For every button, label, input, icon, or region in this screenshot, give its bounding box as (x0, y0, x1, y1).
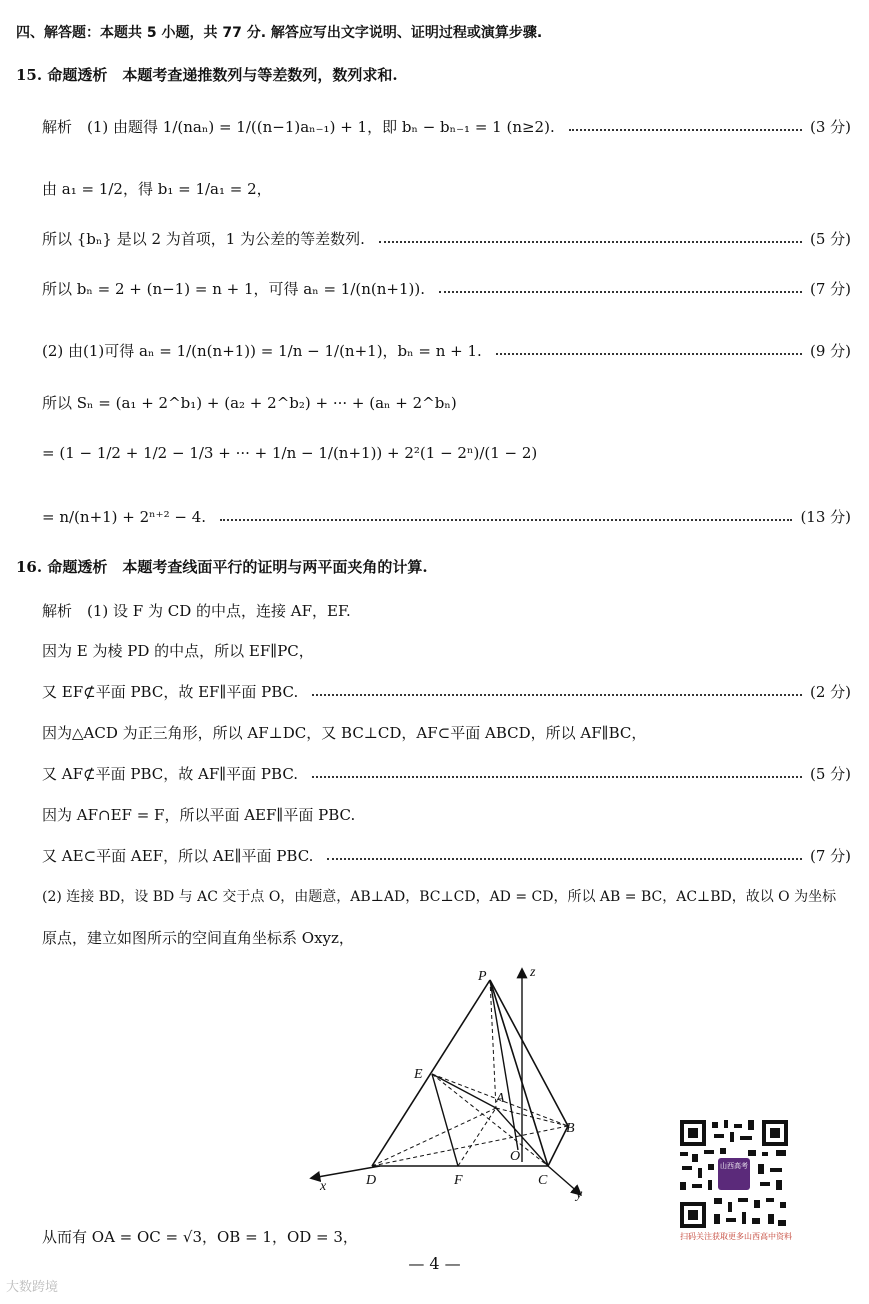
label-A: A (496, 1091, 505, 1106)
q16-line-6: 因为 AF∩EF = F，所以平面 AEF∥平面 PBC. (42, 806, 356, 824)
q15-line-2: 由 a₁ = 1/2，得 b₁ = 1/a₁ = 2， (42, 180, 272, 198)
label-B: B (566, 1121, 575, 1136)
pyramid-figure (300, 962, 600, 1202)
watermark: 大数跨境 (6, 1280, 59, 1295)
qr-code-icon (678, 1118, 790, 1230)
q16-line-3-points: (2 分) (809, 683, 851, 701)
edge-CB (548, 1126, 568, 1166)
q16-line-1: 解析 (1) 设 F 为 CD 的中点，连接 AF，EF. (42, 602, 351, 620)
q15-line-5-text: (2) 由(1)可得 aₙ = 1/(n(n+1)) = 1/n − 1/(n+1)，bₙ = n + 1. (42, 342, 482, 360)
q16-title: 16. 命题透析 本题考查线面平行的证明与两平面夹角的计算. (16, 558, 428, 576)
q15-line-3 (42, 228, 851, 249)
q15-title: 15. 命题透析 本题考查递推数列与等差数列，数列求和. (16, 66, 398, 84)
section-header: 四、解答题：本题共 5 小题，共 77 分. 解答应写出文字说明、证明过程或演算步骤. (16, 25, 543, 41)
q15-line-1-points: (3 分) (809, 118, 851, 136)
q15-line-4-text: 所以 bₙ = 2 + (n−1) = n + 1，可得 aₙ = 1/(n(n+1)). (42, 280, 426, 298)
q16-line-5-text: 又 AF⊄平面 PBC，故 AF∥平面 PBC. (42, 765, 299, 783)
label-F: F (454, 1173, 463, 1188)
label-y: y (576, 1187, 583, 1202)
q16-line-7-text: 又 AE⊂平面 AEF，所以 AE∥平面 PBC. (42, 847, 314, 865)
q15-line-4-points: (7 分) (809, 280, 851, 298)
q15-line-1 (42, 116, 851, 137)
q15-line-3-text: 所以 {bₙ} 是以 2 为首项，1 为公差的等差数列. (42, 230, 365, 248)
q16-line-9: 原点，建立如图所示的空间直角坐标系 Oxyz， (42, 929, 354, 947)
label-E: E (414, 1067, 423, 1082)
q16-line-3-text: 又 EF⊄平面 PBC，故 EF∥平面 PBC. (42, 683, 299, 701)
q16-line-10: 从而有 OA = OC = √3，OB = 1，OD = 3， (42, 1228, 358, 1246)
q16-line-5-points: (5 分) (809, 765, 851, 783)
q15-line-7: = (1 − 1/2 + 1/2 − 1/3 + ··· + 1/n − 1/(n+1)) + 2²(1 − 2ⁿ)/(1 − 2) (42, 444, 538, 462)
q15-line-1-text: 解析 (1) 由题得 1/(naₙ) = 1/((n−1)aₙ₋₁) + 1，即 bₙ − bₙ₋₁ = 1 (n≥2). (42, 118, 555, 136)
page-number: — 4 — (408, 1254, 461, 1273)
q16-line-4: 因为△ACD 为正三角形，所以 AF⊥DC，又 BC⊥CD，AF⊂平面 ABCD，所以 AF∥BC， (42, 724, 647, 742)
label-P: P (478, 969, 487, 984)
label-O: O (510, 1149, 521, 1164)
label-z: z (530, 965, 536, 980)
qr-caption: 扫码关注获取更多山西高中资料 (680, 1232, 792, 1241)
q15-line-5 (42, 340, 851, 361)
q16-line-3 (42, 681, 851, 702)
q16-line-5 (42, 763, 851, 784)
q16-line-8: (2) 连接 BD，设 BD 与 AC 交于点 O，由题意，AB⊥AD，BC⊥CD，AD = CD，所以 AB = BC，AC⊥BD，故以 O 为坐标 (42, 889, 837, 905)
q15-line-6: 所以 Sₙ = (a₁ + 2^b₁) + (a₂ + 2^b₂) + ··· + (aₙ + 2^bₙ) (42, 394, 457, 412)
q15-line-8-points: (13 分) (800, 508, 851, 526)
q15-line-8 (42, 506, 851, 527)
edge-EA (432, 1074, 496, 1108)
q15-line-4 (42, 278, 851, 299)
q16-line-2: 因为 E 为棱 PD 的中点，所以 EF∥PC， (42, 642, 314, 660)
label-x: x (320, 1179, 327, 1194)
q15-line-8-text: = n/(n+1) + 2ⁿ⁺² − 4. (42, 507, 207, 526)
q15-line-5-points: (9 分) (809, 342, 851, 360)
q16-line-7 (42, 845, 851, 866)
label-C: C (538, 1173, 548, 1188)
label-D: D (366, 1173, 377, 1188)
qr-center-logo: 山西高考 (720, 1162, 748, 1170)
edge-EF (432, 1074, 458, 1166)
q16-line-7-points: (7 分) (809, 847, 851, 865)
q15-line-3-points: (5 分) (809, 230, 851, 248)
